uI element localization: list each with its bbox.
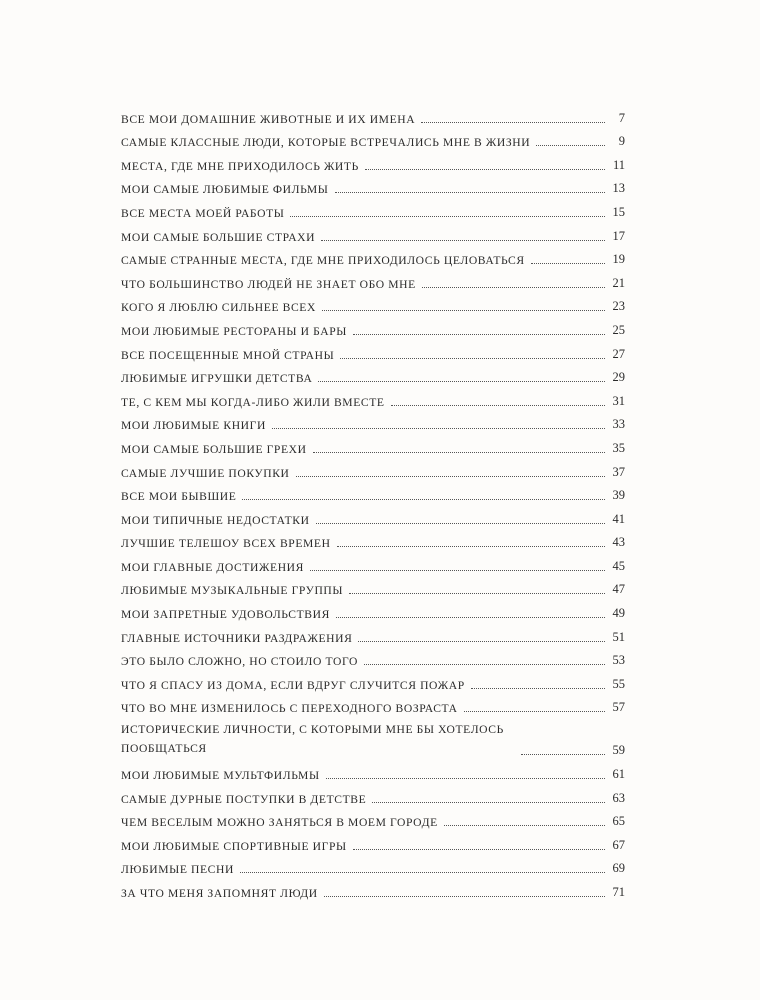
toc-entry-title: ЛЮБИМЫЕ ПЕСНИ: [121, 863, 234, 877]
toc-entry-page-number: 49: [612, 606, 625, 621]
toc-entry[interactable]: [121, 173, 625, 197]
toc-entry-page-number: 11: [612, 157, 625, 172]
toc-entry[interactable]: [121, 267, 625, 291]
toc-entry-page-number: 37: [612, 464, 625, 479]
toc-entry-page-number: 53: [612, 653, 625, 668]
toc-entry[interactable]: [121, 668, 625, 692]
toc-entry-page-number: 9: [618, 134, 625, 149]
toc-entry-title: ЛЮБИМЫЕ ИГРУШКИ ДЕТСТВА: [121, 372, 313, 386]
toc-entry-title: КОГО Я ЛЮБЛЮ СИЛЬНЕЕ ВСЕХ: [121, 301, 316, 315]
toc-entry[interactable]: [121, 574, 625, 598]
dot-leader: [290, 216, 605, 217]
toc-entry-title: САМЫЕ СТРАННЫЕ МЕСТА, ГДЕ МНЕ ПРИХОДИЛОСЬ ЦЕЛОВАТЬСЯ: [121, 254, 525, 268]
toc-entry-page-number: 55: [612, 676, 625, 691]
dot-leader: [324, 896, 605, 897]
toc-entry-page-number: 33: [612, 417, 625, 432]
dot-leader: [531, 263, 605, 264]
toc-entry[interactable]: [121, 621, 625, 645]
dot-leader: [337, 546, 605, 547]
toc-entry-page-number: 23: [612, 299, 625, 314]
toc-entry[interactable]: [121, 527, 625, 551]
dot-leader: [242, 499, 605, 500]
toc-entry-page-number: 31: [612, 393, 625, 408]
dot-leader: [422, 287, 605, 288]
toc-entry-title: ЧЕМ ВЕСЕЛЫМ МОЖНО ЗАНЯТЬСЯ В МОЕМ ГОРОДЕ: [121, 816, 438, 830]
dot-leader: [322, 310, 605, 311]
dot-leader: [353, 334, 605, 335]
toc-entry[interactable]: [121, 338, 625, 362]
toc-entry-page-number: 7: [618, 110, 625, 125]
toc-entry[interactable]: [121, 314, 625, 338]
toc-entry[interactable]: [121, 806, 625, 830]
table-of-contents: [121, 102, 625, 900]
dot-leader: [240, 872, 605, 873]
dot-leader: [521, 754, 605, 755]
toc-entry-page-number: 21: [612, 275, 625, 290]
toc-entry-page-number: 27: [612, 346, 625, 361]
toc-entry-page-number: 69: [612, 861, 625, 876]
toc-entry-page-number: 61: [612, 767, 625, 782]
toc-entry-title: ЧТО ВО МНЕ ИЗМЕНИЛОСЬ С ПЕРЕХОДНОГО ВОЗРАСТА: [121, 702, 458, 716]
toc-entry-title: САМЫЕ ЛУЧШИЕ ПОКУПКИ: [121, 466, 290, 480]
toc-entry-title: ВСЕ МОИ ДОМАШНИЕ ЖИВОТНЫЕ И ИХ ИМЕНА: [121, 112, 416, 126]
dot-leader: [336, 617, 605, 618]
dot-leader: [365, 169, 605, 170]
dot-leader: [272, 428, 605, 429]
toc-entry-page-number: 39: [612, 488, 625, 503]
toc-entry-page-number: 25: [612, 322, 625, 337]
toc-entry-title: ЧТО Я СПАСУ ИЗ ДОМА, ЕСЛИ ВДРУГ СЛУЧИТСЯ ПОЖАР: [121, 678, 465, 692]
dot-leader: [536, 145, 605, 146]
toc-entry-title: ЛУЧШИЕ ТЕЛЕШОУ ВСЕХ ВРЕМЕН: [121, 537, 331, 551]
toc-entry-title: МОИ САМЫЕ БОЛЬШИЕ ГРЕХИ: [121, 442, 307, 456]
toc-entry-page-number: 63: [612, 790, 625, 805]
toc-entry-page-number: 51: [612, 629, 625, 644]
dot-leader: [326, 778, 605, 779]
toc-entry[interactable]: [121, 432, 625, 456]
toc-entry[interactable]: [121, 597, 625, 621]
toc-entry-title: САМЫЕ ДУРНЫЕ ПОСТУПКИ В ДЕТСТВЕ: [121, 792, 367, 806]
toc-entry-page-number: 19: [612, 252, 625, 267]
dot-leader: [364, 664, 605, 665]
toc-entry-title: САМЫЕ КЛАССНЫЕ ЛЮДИ, КОТОРЫЕ ВСТРЕЧАЛИСЬ МНЕ В ЖИЗНИ: [121, 136, 531, 150]
toc-entry-title: ГЛАВНЫЕ ИСТОЧНИКИ РАЗДРАЖЕНИЯ: [121, 631, 353, 645]
toc-entry-title: МОИ ЛЮБИМЫЕ КНИГИ: [121, 419, 266, 433]
toc-entry-page-number: 35: [612, 440, 625, 455]
toc-entry-title: ТЕ, С КЕМ МЫ КОГДА-ЛИБО ЖИЛИ ВМЕСТЕ: [121, 395, 385, 409]
toc-entry[interactable]: [121, 149, 625, 173]
toc-entry[interactable]: [121, 715, 625, 758]
toc-entry-title: ЧТО БОЛЬШИНСТВО ЛЮДЕЙ НЕ ЗНАЕТ ОБО МНЕ: [121, 277, 416, 291]
toc-entry[interactable]: [121, 782, 625, 806]
toc-entry[interactable]: [121, 196, 625, 220]
dot-leader: [349, 593, 605, 594]
toc-entry-title: ЛЮБИМЫЕ МУЗЫКАЛЬНЫЕ ГРУППЫ: [121, 584, 344, 598]
toc-entry-page-number: 59: [612, 743, 625, 758]
toc-entry-title: ЭТО БЫЛО СЛОЖНО, НО СТОИЛО ТОГО: [121, 655, 358, 669]
toc-entry[interactable]: [121, 550, 625, 574]
toc-entry[interactable]: [121, 409, 625, 433]
dot-leader: [421, 122, 605, 123]
toc-entry-title: ВСЕ МОИ БЫВШИЕ: [121, 490, 237, 504]
toc-entry-title: ЗА ЧТО МЕНЯ ЗАПОМНЯТ ЛЮДИ: [121, 887, 318, 900]
toc-entry-page-number: 47: [612, 582, 625, 597]
toc-entry-title: МОИ ЛЮБИМЫЕ РЕСТОРАНЫ И БАРЫ: [121, 324, 347, 338]
toc-entry-page-number: 43: [612, 535, 625, 550]
toc-entry-title: МОИ ЛЮБИМЫЕ СПОРТИВНЫЕ ИГРЫ: [121, 839, 347, 853]
toc-entry-page-number: 15: [612, 204, 625, 219]
toc-entry-title: ВСЕ МЕСТА МОЕЙ РАБОТЫ: [121, 206, 285, 220]
toc-entry[interactable]: [121, 876, 625, 900]
toc-entry[interactable]: [121, 362, 625, 386]
toc-entry[interactable]: [121, 102, 625, 126]
toc-entry-title: МОИ ЗАПРЕТНЫЕ УДОВОЛЬСТВИЯ: [121, 608, 330, 622]
toc-entry-title: МОИ ЛЮБИМЫЕ МУЛЬТФИЛЬМЫ: [121, 769, 320, 783]
toc-entry-page-number: 57: [612, 700, 625, 715]
dot-leader: [444, 825, 605, 826]
toc-entry-page-number: 13: [612, 181, 625, 196]
toc-entry[interactable]: [121, 291, 625, 315]
toc-entry[interactable]: [121, 220, 625, 244]
toc-entry[interactable]: [121, 244, 625, 268]
toc-entry[interactable]: [121, 126, 625, 150]
toc-entry[interactable]: [121, 692, 625, 716]
toc-entry-page-number: 67: [612, 837, 625, 852]
toc-entry-title: МОИ САМЫЕ БОЛЬШИЕ СТРАХИ: [121, 230, 316, 244]
toc-entry-page-number: 45: [612, 558, 625, 573]
toc-entry[interactable]: [121, 480, 625, 504]
dot-leader: [316, 523, 605, 524]
toc-entry[interactable]: [121, 853, 625, 877]
toc-entry-title: ИСТОРИЧЕСКИЕ ЛИЧНОСТИ, С КОТОРЫМИ МНЕ БЫ ХОТЕЛОСЬ ПООБЩАТЬСЯ: [121, 723, 504, 756]
toc-entry-page-number: 71: [612, 885, 625, 899]
dot-leader: [321, 240, 605, 241]
toc-entry-title: МОИ ГЛАВНЫЕ ДОСТИЖЕНИЯ: [121, 560, 304, 574]
toc-entry-page-number: 29: [612, 370, 625, 385]
dot-leader: [471, 688, 605, 689]
dot-leader: [391, 405, 605, 406]
toc-entry-page-number: 17: [612, 228, 625, 243]
dot-leader: [318, 381, 605, 382]
toc-entry[interactable]: [121, 645, 625, 669]
toc-entry[interactable]: [121, 829, 625, 853]
dot-leader: [335, 192, 606, 193]
toc-entry-page-number: 41: [612, 511, 625, 526]
toc-entry[interactable]: [121, 503, 625, 527]
toc-entry[interactable]: [121, 456, 625, 480]
dot-leader: [353, 849, 605, 850]
dot-leader: [313, 452, 605, 453]
dot-leader: [296, 476, 605, 477]
toc-entry-title: МОИ ТИПИЧНЫЕ НЕДОСТАТКИ: [121, 513, 310, 527]
toc-entry[interactable]: [121, 758, 625, 782]
dot-leader: [340, 358, 605, 359]
toc-entry-title: МЕСТА, ГДЕ МНЕ ПРИХОДИЛОСЬ ЖИТЬ: [121, 159, 359, 173]
toc-entry-page-number: 65: [612, 814, 625, 829]
toc-entry-title: ВСЕ ПОСЕЩЕННЫЕ МНОЙ СТРАНЫ: [121, 348, 335, 362]
dot-leader: [358, 641, 605, 642]
toc-entry-title: МОИ САМЫЕ ЛЮБИМЫЕ ФИЛЬМЫ: [121, 183, 329, 197]
toc-entry[interactable]: [121, 385, 625, 409]
dot-leader: [310, 570, 605, 571]
dot-leader: [372, 802, 605, 803]
dot-leader: [464, 711, 605, 712]
